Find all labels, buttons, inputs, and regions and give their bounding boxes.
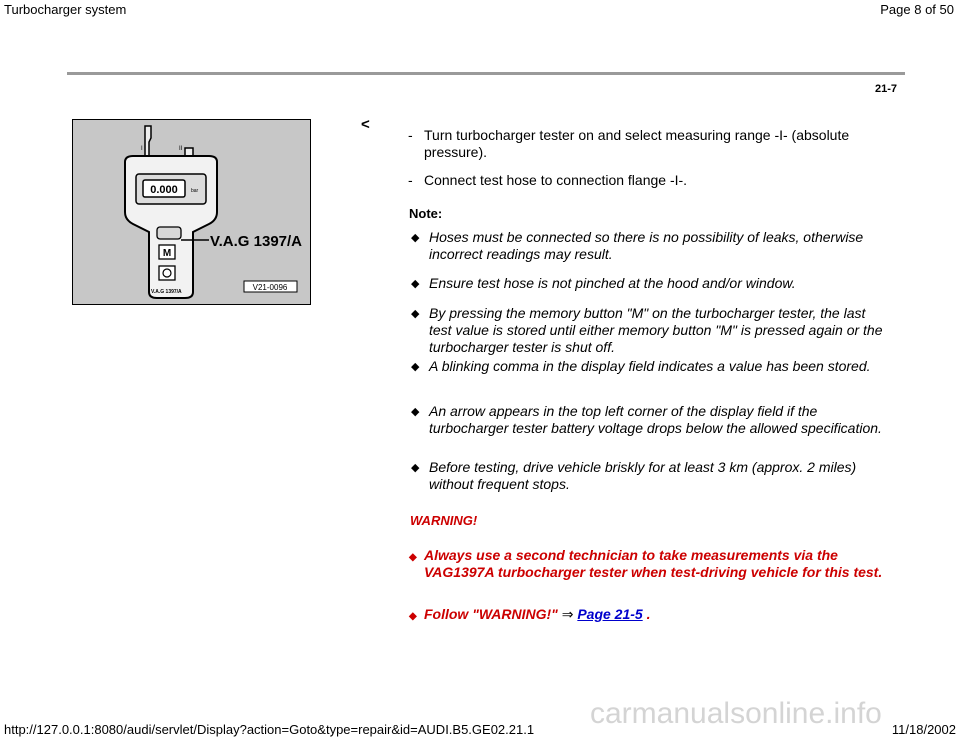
page-link[interactable]: Page 21-5: [577, 606, 643, 622]
header-rule: [67, 72, 905, 75]
diamond-bullet-icon: ◆: [409, 552, 417, 563]
step-dash: -: [408, 172, 413, 188]
port-i-label: I: [141, 146, 143, 152]
warning-text: Always use a second technician to take measurements via the VAG1397A turbocharger tester when test-driving vehicle for this test.: [424, 547, 883, 580]
figure-pointer-icon: <: [361, 116, 370, 133]
step-dash: -: [408, 127, 413, 143]
warning-text: [424, 606, 884, 623]
header-title: Turbocharger system: [4, 2, 127, 17]
diamond-bullet-icon: ◆: [409, 611, 417, 622]
port-ii-label: II: [179, 146, 183, 152]
header-page: Page 8 of 50: [880, 2, 954, 17]
arrow-right-icon: ⇒: [561, 606, 578, 622]
step-text: Connect test hose to connection flange -I-.: [424, 172, 688, 188]
page-number: 21-7: [874, 83, 897, 95]
display-value: 0.000: [150, 184, 178, 196]
note-text: An arrow appears in the top left corner of the display field if the turbocharger tester battery voltage drops below the allowed specification.: [429, 403, 882, 436]
diamond-bullet-icon: ◆: [411, 278, 420, 290]
diamond-bullet-icon: ◆: [411, 361, 420, 373]
warning-end-text: .: [642, 606, 651, 622]
footer-url: http://127.0.0.1:8080/audi/servlet/Display?action=Goto&type=repair&id=AUDI.B5.GE02.21.1: [4, 722, 535, 737]
diamond-bullet-icon: ◆: [411, 308, 420, 320]
note-text: Hoses must be connected so there is no possibility of leaks, otherwise incorrect readings may result.: [429, 229, 864, 262]
footer-date: 11/18/2002: [891, 722, 956, 737]
note-text: A blinking comma in the display field indicates a value has been stored.: [429, 358, 871, 374]
note-text: Ensure test hose is not pinched at the hood and/or window.: [429, 275, 796, 291]
diamond-bullet-icon: ◆: [411, 462, 420, 474]
diamond-bullet-icon: ◆: [411, 232, 420, 244]
step-text: Turn turbocharger tester on and select measuring range -I- (absolute pressure).: [424, 127, 850, 160]
device-footer-label: V.A.G 1397/A: [151, 289, 182, 295]
note-text: By pressing the memory button "M" on the turbocharger tester, the last test value is stored until either memory button "M" is pressed again or the turbocharger tester is shut off.: [429, 305, 883, 355]
figure-code: V21-0096: [252, 283, 288, 292]
warning-label: WARNING!: [410, 513, 478, 528]
warning-follow-text: Follow "WARNING!": [424, 606, 562, 622]
note-text: Before testing, drive vehicle briskly for at least 3 km (approx. 2 miles) without frequent stops.: [429, 459, 857, 492]
tester-figure: [72, 119, 311, 305]
m-button-label: M: [162, 248, 172, 259]
note-label: Note:: [409, 206, 443, 221]
tester-illustration: [73, 120, 310, 304]
watermark: carmanualsonline.info: [590, 697, 882, 730]
diamond-bullet-icon: ◆: [411, 406, 420, 418]
display-unit: bar: [191, 188, 199, 194]
device-label: V.A.G 1397/A: [210, 233, 302, 250]
